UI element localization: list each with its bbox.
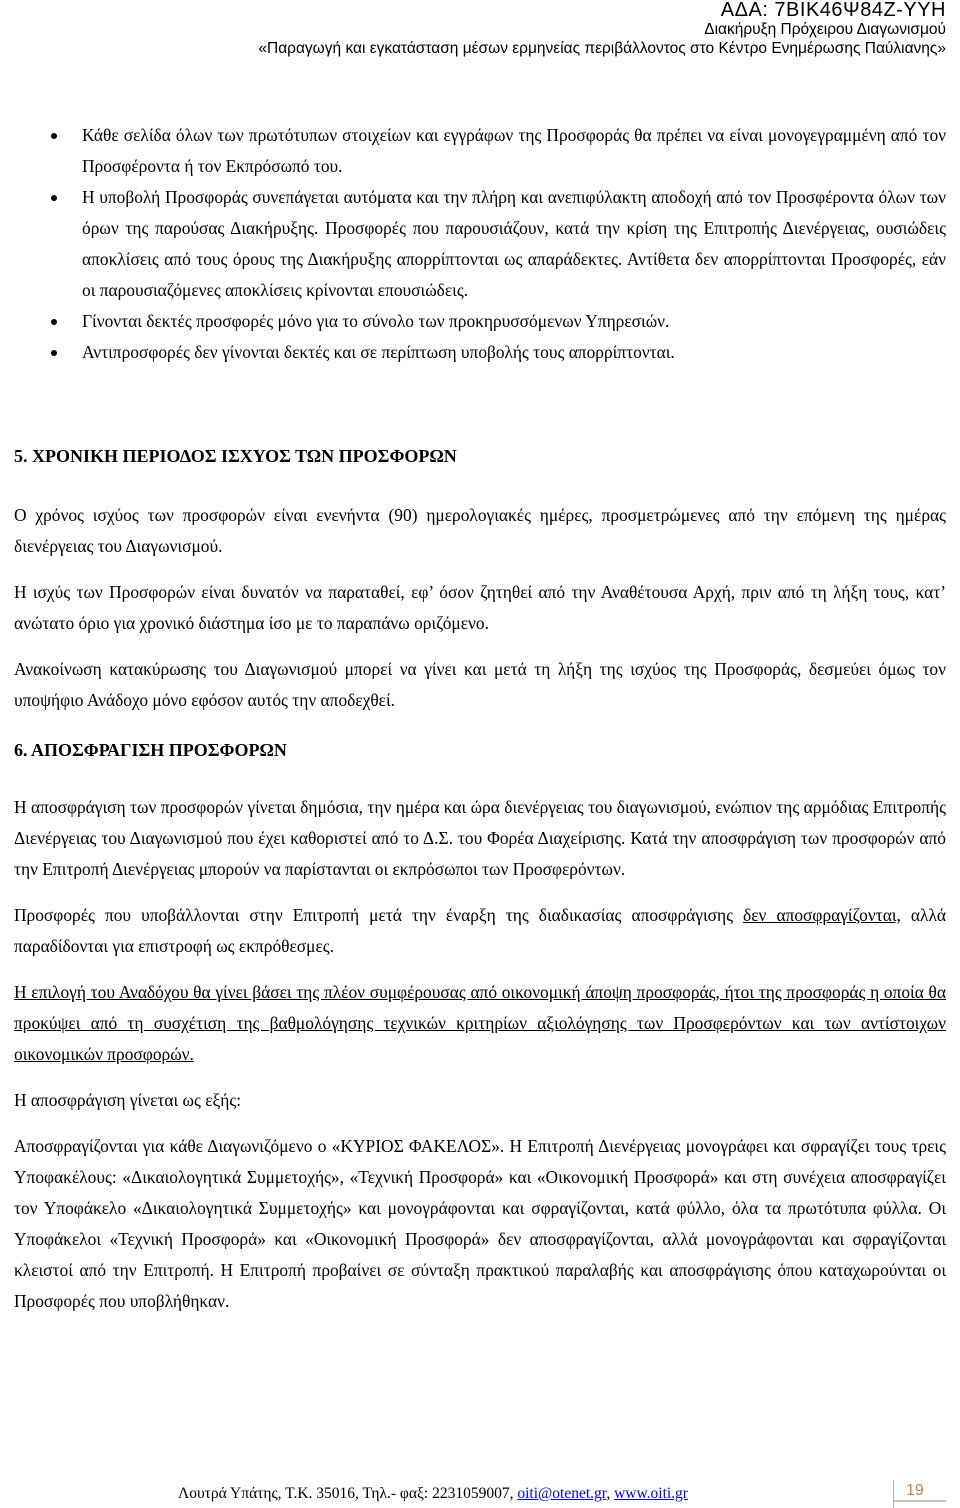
document-subtitle: Διακήρυξη Πρόχειρου Διαγωνισμού	[704, 21, 946, 38]
document-body	[14, 120, 946, 1317]
bullet-icon	[51, 350, 57, 356]
list-item: Αντιπροσφορές δεν γίνονται δεκτές και σε περίπτωση υποβολής τους απορρίπτονται.	[14, 337, 946, 368]
section-5-paragraph-3: Ανακοίνωση κατακύρωσης του Διαγωνισμού μπορεί να γίνει και μετά τη λήξη της ισχύος της Προσφοράς, δεσμεύει όμως τον υποψήφιο Ανάδοχο μόνο εφόσον αυτός την αποδεχθεί.	[14, 659, 946, 710]
section-5-paragraph-1: Ο χρόνος ισχύος των προσφορών είναι ενενήντα (90) ημερολογιακές ημέρες, προσμετρώμενες από την επόμενη της ημέρας διενέργειας του Διαγωνισμού.	[14, 505, 946, 556]
footer-contact: Λουτρά Υπάτης, Τ.Κ. 35016, Τηλ.- φαξ: 2231059007, oiti@otenet.gr, www.oiti.gr	[178, 1485, 688, 1502]
underlined-phrase: δεν αποσφραγίζονται,	[743, 905, 901, 925]
section-6-paragraph-1: Η αποσφράγιση των προσφορών γίνεται δημόσια, την ημέρα και ώρα διενέργειας του διαγωνισμού, ενώπιον της αρμόδιας Επιτροπής Διενέργειας του Διαγωνισμού που έχει καθοριστεί από το Δ.Σ. του Φορέα Διαχείρισης. Κατά την αποσφράγιση των προσφορών από την Επιτροπή Διενέργειας μπορούν να παρίστανται οι εκπρόσωποι των Προσφερόντων.	[14, 797, 946, 879]
section-6-paragraph-2: Προσφορές που υποβάλλονται στην Επιτροπή μετά την έναρξη της διαδικασίας αποσφράγισης δεν αποσφραγίζονται, αλλά παραδίδονται για επιστροφή ως εκπρόθεσμες.	[14, 905, 946, 956]
page-number-underline	[894, 1500, 946, 1502]
ada-code: ΑΔΑ: 7ΒΙΚ46Ψ84Ζ-ΥΥΗ	[720, 0, 946, 21]
list-item: Κάθε σελίδα όλων των πρωτότυπων στοιχείων και εγγράφων της Προσφοράς θα πρέπει να είναι μονογεγραμμένη από τον Προσφέροντα ή τον Εκπρόσωπό του.	[14, 120, 946, 182]
section-5-heading: 5. ΧΡΟΝΙΚΗ ΠΕΡΙΟΔΟΣ ΙΣΧΥΟΣ ΤΩΝ ΠΡΟΣΦΟΡΩΝ	[14, 446, 457, 466]
section-5-paragraph-2: Η ισχύς των Προσφορών είναι δυνατόν να παραταθεί, εφ’ όσον ζητηθεί από την Αναθέτουσα Αρχή, πριν από τη λήξη τους, κατ’ ανώτατο όριο για χρονικό διάστημα ίσο με το παραπάνω οριζόμενο.	[14, 582, 946, 633]
section-6-paragraph-4: Η αποσφράγιση γίνεται ως εξής:	[14, 1090, 242, 1110]
list-item: Γίνονται δεκτές προσφορές μόνο για το σύνολο των προκηρυσσόμενων Υπηρεσιών.	[14, 306, 946, 337]
bullet-icon	[51, 195, 57, 201]
email-link[interactable]: oiti@otenet.gr	[517, 1485, 607, 1502]
section-6-paragraph-5: Αποσφραγίζονται για κάθε Διαγωνιζόμενο ο «ΚΥΡΙΟΣ ΦΑΚΕΛΟΣ». Η Επιτροπή Διενέργειας μονογράφει και σφραγίζει τους τρεις Υποφακέλους: «Δικαιολογητικά Συμμετοχής», «Τεχνική Προσφορά» και «Οικονομική Προσφορά» και στη συνέχεια αποσφραγίζει τον Υποφάκελο «Δικαιολογητικά Συμμετοχής» και μονογράφονται και σφραγίζονται, κατά φύλλο, όλα τα πρωτότυπα φύλλα. Οι Υποφάκελοι «Τεχνική Προσφορά» και «Οικονομική Προσφορά» δεν αποσφραγίζονται, αλλά μονογράφονται και σφραγίζονται κλειστοί από την Επιτροπή. Η Επιτροπή προβαίνει σε σύνταξη πρακτικού παραλαβής και αποσφράγισης όπου καταχωρούνται οι Προσφορές που υποβλήθηκαν.	[14, 1136, 946, 1311]
website-link[interactable]: www.oiti.gr	[614, 1485, 688, 1502]
bullet-icon	[51, 133, 57, 139]
project-title: «Παραγωγή και εγκατάσταση μέσων ερμηνείας περιβάλλοντος στο Κέντρο Ενημέρωσης Παύλιανης»	[258, 40, 946, 57]
page-number-box	[893, 1480, 946, 1508]
page-number: 19	[906, 1482, 924, 1499]
bullet-list	[14, 120, 946, 368]
list-item: Η υποβολή Προσφοράς συνεπάγεται αυτόματα και την πλήρη και ανεπιφύλακτη αποδοχή από τον Προσφέροντα όλων των όρων της παρούσας Διακήρυξης. Προσφορές που παρουσιάζουν, κατά την κρίση της Επιτροπής Διενέργειας, ουσιώδεις αποκλίσεις από τους όρους της Διακήρυξης απορρίπτονται ως απαράδεκτες. Αντίθετα δεν απορρίπτονται Προσφορές, εάν οι παρουσιαζόμενες αποκλίσεις κρίνονται επουσιώδεις.	[14, 182, 946, 306]
page-header	[258, 0, 946, 58]
section-6-paragraph-3: Η επιλογή του Αναδόχου θα γίνει βάσει της πλέον συμφέρουσας από οικονομική άποψη προσφοράς, ήτοι της προσφοράς η οποία θα προκύψει από τη συσχέτιση της βαθμολόγησης τεχνικών κριτηρίων αξιολόγησης των Προσφερόντων και των αντίστοιχων οικονομικών προσφορών.	[14, 982, 946, 1064]
section-6-heading: 6. ΑΠΟΣΦΡΑΓΙΣΗ ΠΡΟΣΦΟΡΩΝ	[14, 740, 287, 760]
page-footer	[0, 1480, 960, 1508]
bullet-icon	[51, 319, 57, 325]
